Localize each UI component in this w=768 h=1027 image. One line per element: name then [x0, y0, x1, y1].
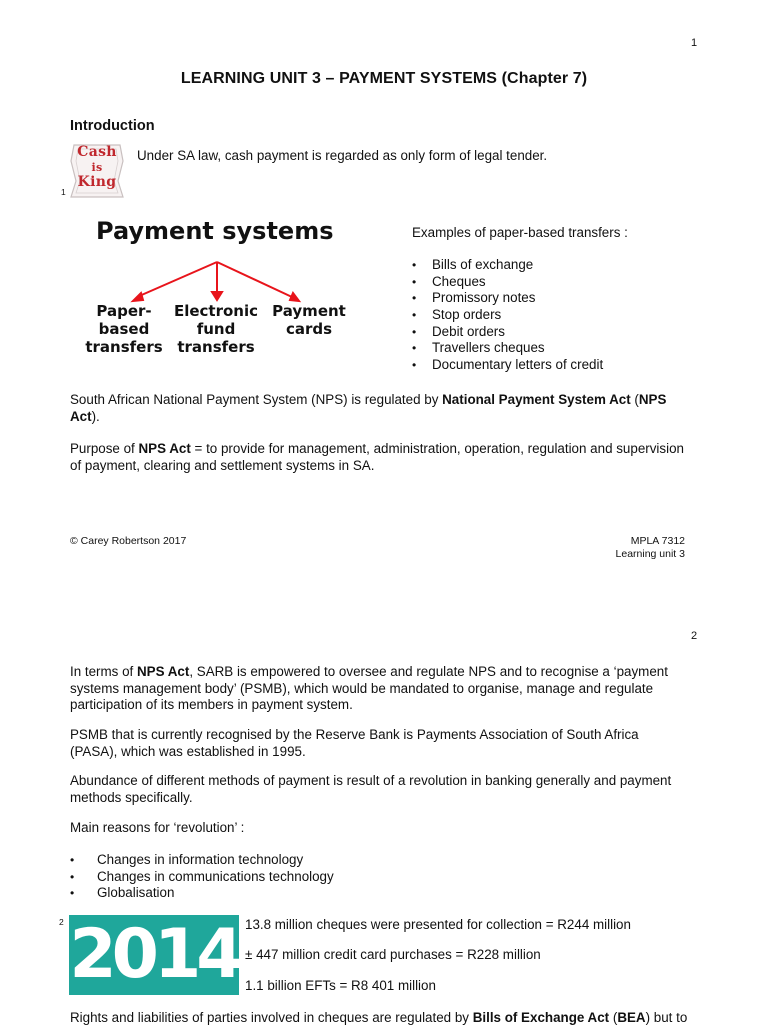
year-text: 2014 [69, 915, 239, 994]
list-item: • Travellers cheques [412, 340, 545, 356]
list-item: • Globalisation [70, 885, 175, 901]
logo-line-is: is [91, 161, 103, 174]
cash-sentence: Under SA law, cash payment is regarded as only form of legal tender. [137, 148, 548, 163]
psmb-paragraph: In terms of NPS Act, SARB is empowered to oversee and regulate NPS and to recognise a ‘payment systems management body’ (PSMB), which would be mandated to organise, manage and regulate participation of its members in payment system. [70, 664, 668, 712]
list-item: • Documentary letters of credit [412, 357, 604, 373]
page-number: 1 [691, 37, 698, 49]
label-electronic-fund: Electronic fund transfers [173, 302, 259, 356]
revolution-paragraph: Abundance of different methods of payment is result of a revolution in banking generally and payment methods specifically. [70, 773, 672, 805]
year-2014-image [69, 915, 239, 995]
list-item: • Debit orders [412, 323, 505, 339]
examples-list [412, 257, 603, 374]
footer-course-code: MPLA 7312 [630, 535, 685, 547]
label-payment-cards: Payment cards [272, 302, 346, 338]
diagram-title: Payment systems [96, 217, 334, 245]
footer-course-info [616, 535, 685, 561]
footer-learning-unit: Learning unit 3 [615, 548, 685, 560]
diagram-arrows [133, 262, 299, 301]
label-paper-based: Paper- based transfers [85, 302, 163, 356]
page-number-2: 2 [691, 630, 698, 642]
intro-heading: Introduction [70, 118, 155, 134]
list-item: • Changes in information technology [70, 852, 304, 867]
bea-paragraph: Rights and liabilities of parties involved in cheques are regulated by Bills of Exchange Act (BEA) but to [70, 1010, 688, 1025]
payment-systems-diagram [82, 213, 367, 365]
list-item: • Cheques [412, 273, 486, 289]
logo-line-cash: Cash [77, 144, 117, 160]
cash-is-king-logo [68, 141, 126, 201]
pasa-paragraph: PSMB that is currently recognised by the Reserve Bank is Payments Association of South Africa (PASA), which was established in 1995. [70, 727, 639, 759]
list-item: • Bills of exchange [412, 257, 534, 272]
logo-line-king: King [77, 174, 117, 190]
list-item: • Changes in communications technology [70, 868, 334, 884]
stat-efts: 1.1 billion EFTs = R8 401 million [245, 978, 436, 993]
reasons-heading: Main reasons for ‘revolution’ : [70, 820, 245, 835]
unit-title: LEARNING UNIT 3 – PAYMENT SYSTEMS (Chapter 7) [180, 70, 588, 87]
list-item: • Stop orders [412, 307, 502, 323]
nps-paragraph: South African National Payment System (NPS) is regulated by National Payment System Act (NPS Act). [70, 392, 667, 424]
list-item: • Promissory notes [412, 290, 536, 306]
reasons-list [70, 852, 334, 902]
footnote-marker: 1 [61, 187, 66, 197]
footer-copyright: © Carey Robertson 2017 [70, 535, 187, 547]
examples-heading: Examples of paper-based transfers : [412, 225, 628, 240]
stat-credit-cards: ± 447 million credit card purchases = R228 million [245, 947, 541, 962]
stat-cheques: 13.8 million cheques were presented for collection = R244 million [245, 917, 631, 932]
footnote-marker-2: 2 [59, 917, 64, 927]
purpose-paragraph: Purpose of NPS Act = to provide for management, administration, operation, regulation and supervision of payment, clearing and settlement systems in SA. [70, 441, 684, 473]
